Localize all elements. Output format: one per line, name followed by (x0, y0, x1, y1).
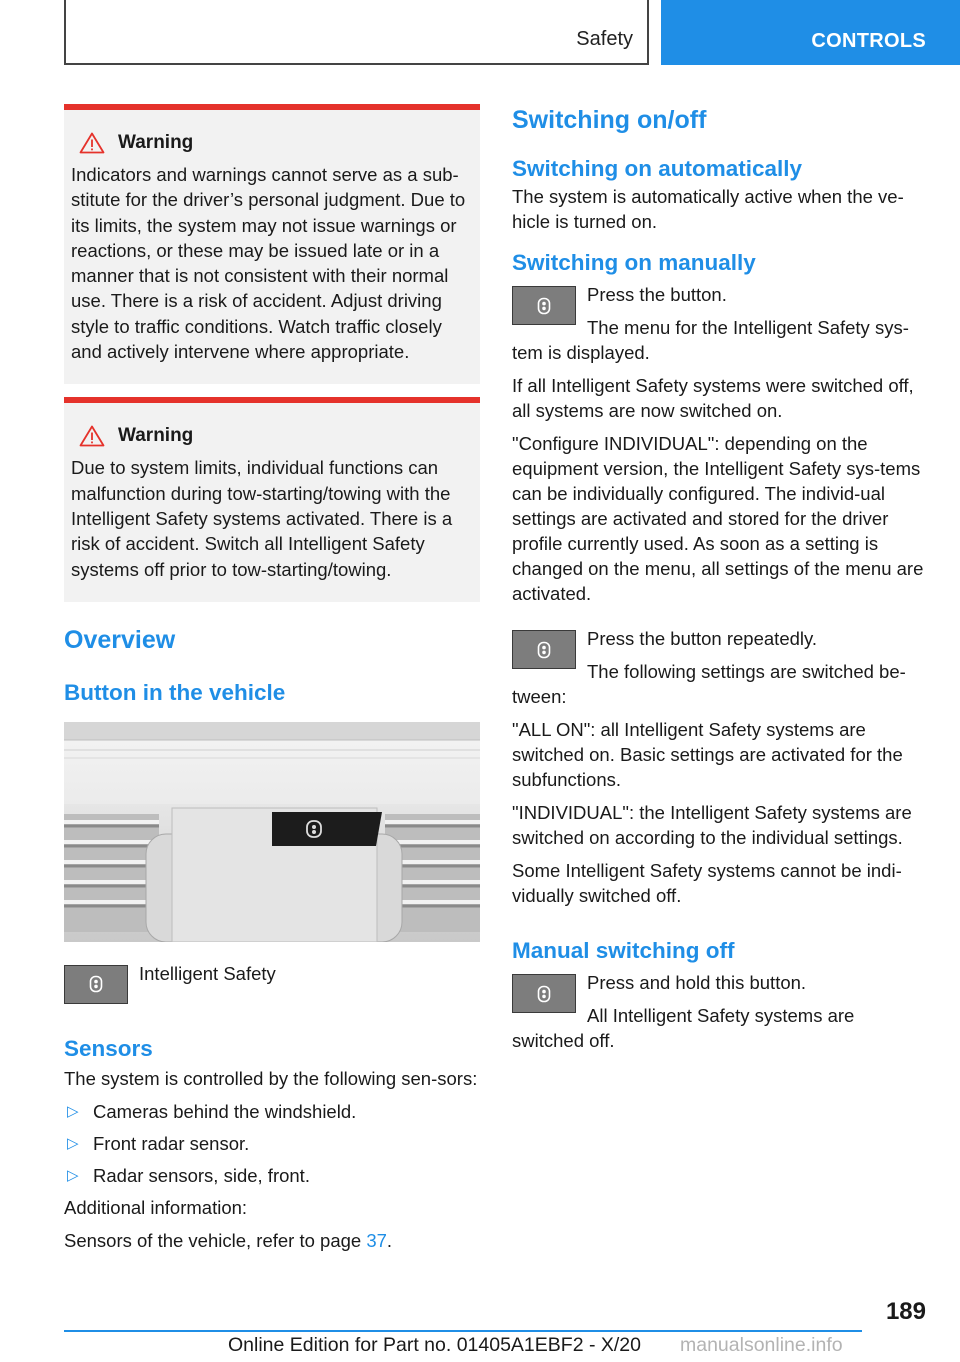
warning-triangle-icon (79, 425, 105, 447)
sensors-heading: Sensors (64, 1035, 153, 1061)
individual-setting: "INDIVIDUAL": the Intelligent Safety systems are switched on according to the individual settings. (512, 802, 912, 848)
auto-on-text: The system is automatically active when the ve‐hicle is turned on. (512, 186, 904, 232)
button-caption: Intelligent Safety (139, 962, 276, 984)
manual-on-step (512, 282, 928, 373)
intelligent-safety-button-icon (64, 965, 128, 1004)
manual-off-step-result: All Intelligent Safety systems are switched off. (512, 1005, 855, 1051)
warning-title-text: Warning (118, 425, 194, 447)
auto-on-heading: Switching on automatically (512, 156, 803, 181)
warning-text: Indicators and warnings cannot serve as a sub‐stitute for the driver’s personal judgment. Due to its limits, the system may not issue warnings or reactions, or these may be issued late or in a manner that is not consistent with their normal use. There is a risk of accident. Adjust driving style to traffic conditions. Watch traffic closely and actively intervene where appropriate. (71, 164, 466, 363)
warning-box-1 (64, 104, 480, 384)
manual-off-step (512, 970, 928, 1061)
all-on-setting: "ALL ON": all Intelligent Safety systems are switched on. Basic settings are activated for the subfunctions. (512, 719, 903, 790)
repeat-step-text: Press the button repeatedly. (587, 628, 818, 649)
page-reference-link[interactable]: 37 (366, 1229, 387, 1251)
footer-divider (64, 1330, 862, 1332)
button-in-vehicle-heading: Button in the vehicle (64, 679, 286, 705)
list-item: ▷ Radar sensors, side, front. (67, 1164, 310, 1186)
intelligent-safety-button-icon (512, 286, 576, 325)
manual-on-step-text: Press the button. (587, 284, 727, 305)
page-number: 189 (885, 1298, 926, 1325)
sensors-reference: Sensors of the vehicle, refer to page 37. (64, 1229, 393, 1251)
manual-on-heading: Switching on manually (512, 250, 756, 275)
repeat-step (512, 626, 928, 717)
manual-off-step-text: Press and hold this button. (587, 972, 807, 993)
warning-title (71, 130, 472, 155)
triangle-bullet-icon: ▷ (67, 1134, 79, 1152)
switching-heading: Switching on/off (512, 106, 707, 134)
right-column (512, 104, 928, 1061)
header-section-tab (64, 0, 649, 65)
vehicle-button-photo (64, 722, 480, 942)
button-caption-row (64, 961, 480, 1004)
warning-title (71, 423, 472, 448)
left-column (64, 104, 480, 1261)
sensors-intro: The system is controlled by the following sen‐sors: (64, 1067, 478, 1089)
list-item: ▷ Cameras behind the windshield. (67, 1100, 357, 1122)
additional-info-label: Additional information: (64, 1196, 248, 1218)
header-chapter-tab (661, 0, 960, 65)
overview-heading: Overview (64, 625, 176, 654)
manual-on-paragraph-1: If all Intelligent Safety systems were switched off, all systems are now switched on. (512, 375, 914, 421)
dashboard-photo-illustration (64, 722, 480, 942)
header-section-title: Safety (576, 28, 633, 50)
footer-watermark: manualsonline.info (680, 1334, 843, 1356)
triangle-bullet-icon: ▷ (67, 1102, 79, 1120)
manual-on-paragraph-2: "Configure INDIVIDUAL": depending on the equipment version, the Intelligent Safety sys‐tems can be individually configured. The individ‐ual settings are activated and stored for the driver profile currently used. As soon as a setting is changed on the menu, all settings of the menu are activated. (512, 433, 924, 604)
list-item: ▷ Front radar sensor. (67, 1132, 250, 1154)
manual-on-step-result: The menu for the Intelligent Safety sys‐tem is displayed. (512, 317, 909, 363)
manual-off-heading: Manual switching off (512, 938, 735, 963)
warning-title-text: Warning (118, 132, 194, 153)
intelligent-safety-button-icon (512, 974, 576, 1013)
warning-text: Due to system limits, individual functions can malfunction during tow-starting/towing with the Intelligent Safety systems activated. There is a risk of accident. Switch all Intelligent Safety systems off prior to tow-starting/towing. (71, 457, 453, 580)
cannot-switch-off-note: Some Intelligent Safety systems cannot be indi‐vidually switched off. (512, 860, 902, 906)
footer-edition: Online Edition for Part no. 01405A1EBF2 - X/20 (228, 1334, 641, 1356)
warning-box-2 (64, 397, 480, 601)
warning-triangle-icon (79, 132, 105, 154)
intelligent-safety-button-icon (512, 630, 576, 669)
sensors-list (64, 1099, 480, 1188)
repeat-step-result: The following settings are switched be‐tween: (512, 661, 906, 707)
header-chapter-title: CONTROLS (811, 30, 926, 52)
triangle-bullet-icon: ▷ (67, 1166, 79, 1184)
